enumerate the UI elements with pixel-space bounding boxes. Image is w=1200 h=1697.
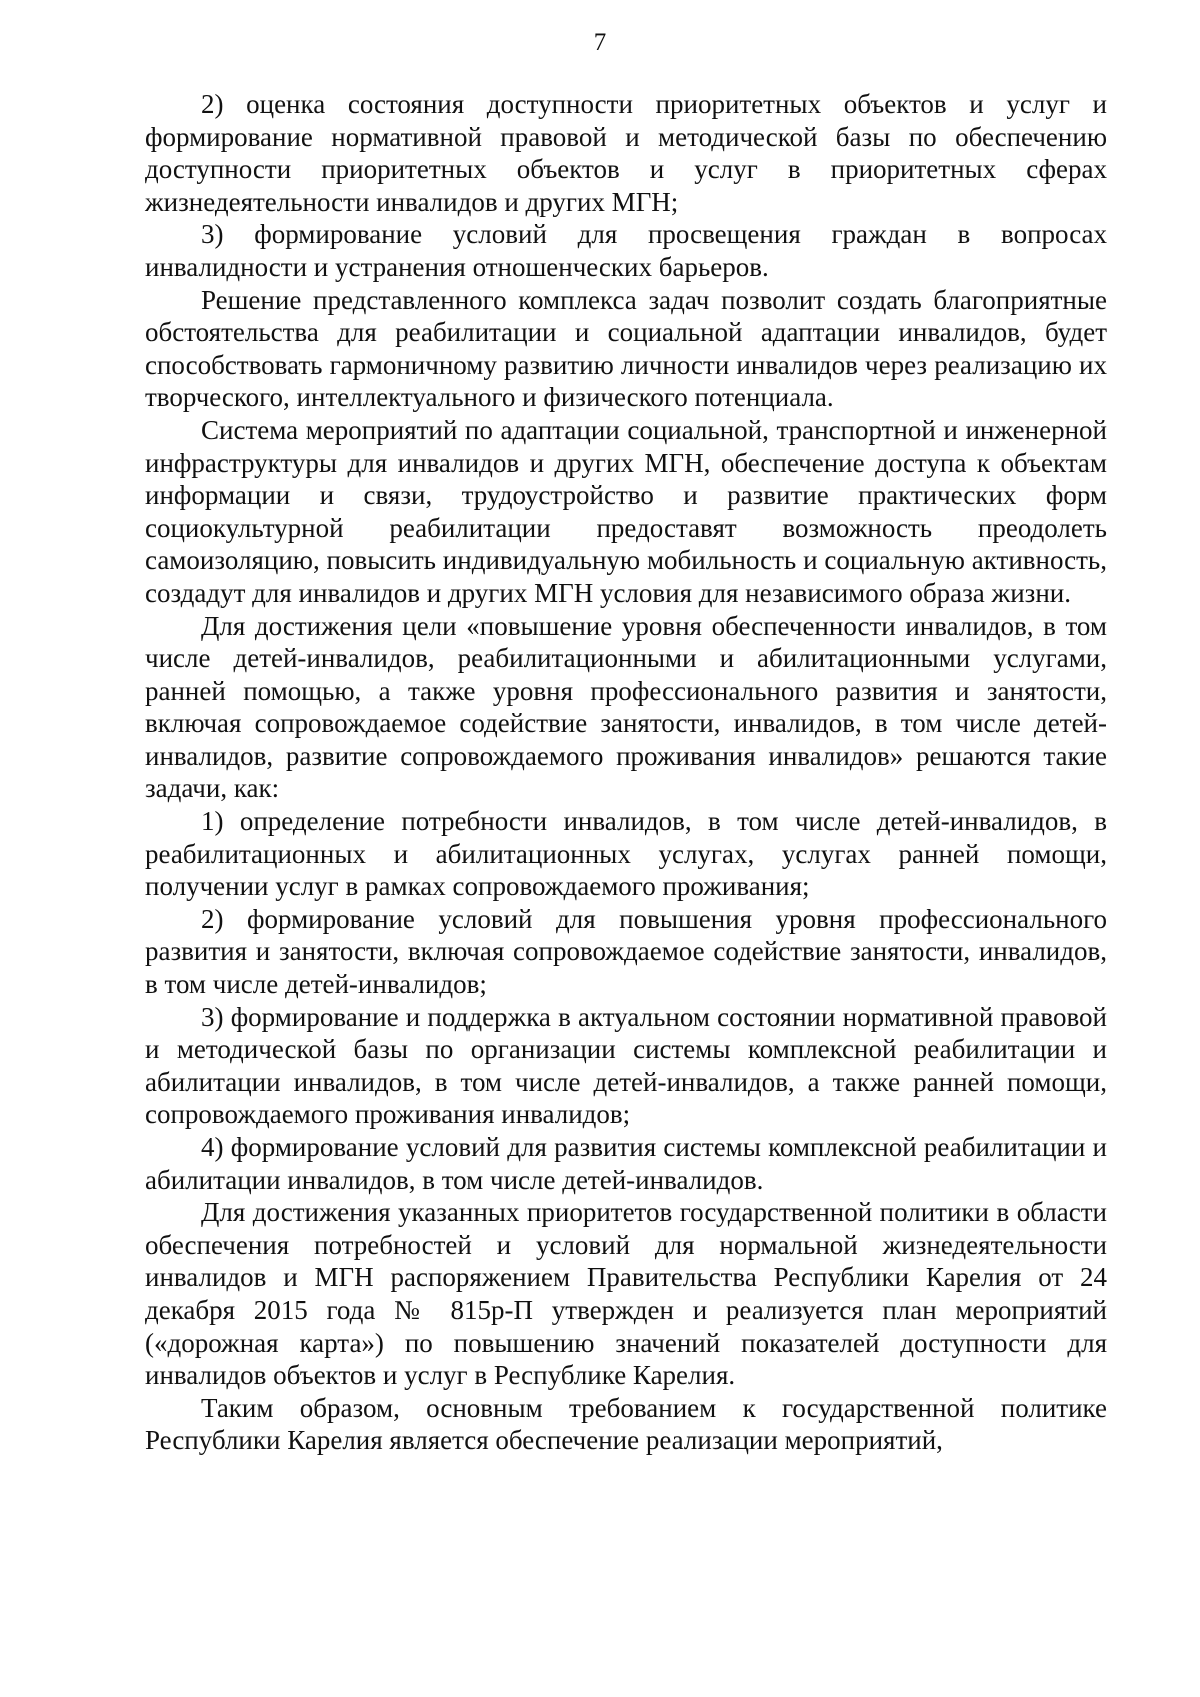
- paragraph-task-2: 2) формирование условий для повышения уровня профессионального развития и занятости, включая сопровождаемое содействие занятости, инвалидов, в том числе детей-инвалидов;: [145, 903, 1107, 1000]
- paragraph-item-2-assessment: 2) оценка состояния доступности приоритетных объектов и услуг и формирование нормативной правовой и методической базы по обеспечению доступности приоритетных объектов и услуг в приоритетных сферах жизнедеятельности инвалидов и других МГН;: [145, 89, 1107, 217]
- page-number: 7: [593, 29, 607, 56]
- paragraph-solution: Решение представленного комплекса задач позволит создать благоприятные обстоятельства для реабилитации и социальной адаптации инвалидов, будет способствовать гармоничному развитию личности инвалидов через реализацию их творческого, интеллектуального и физического потенциала.: [145, 284, 1107, 413]
- paragraph-task-1: 1) определение потребности инвалидов, в том числе детей-инвалидов, в реабилитационных и абилитационных услугах, услугах ранней помощи, получении услуг в рамках сопровождаемого проживания;: [145, 806, 1107, 902]
- paragraph-measures-system: Система мероприятий по адаптации социальной, транспортной и инженерной инфраструктуры для инвалидов и других МГН, обеспечение доступа к объектам информации и связи, трудоустройство и развитие практических форм социокультурной реабилитации предоставят возможность преодолеть самоизоляцию, повысить индивидуальную мобильность и социальную активность, создадут для инвалидов и других МГН условия для независимого образа жизни.: [145, 414, 1107, 608]
- paragraph-priorities-roadmap: Для достижения указанных приоритетов государственной политики в области обеспечения потребностей и условий для нормальной жизнедеятельности инвалидов и МГН распоряжением Правительства Республики Карелия от 24 декабря 2015 года № 815р-П утвержден и реализуется план мероприятий («дорожная карта») по повышению значений показателей доступности для инвалидов объектов и услуг в Республике Карелия.: [145, 1197, 1107, 1391]
- paragraph-task-4: 4) формирование условий для развития системы комплексной реабилитации и абилитации инвалидов, в том числе детей-инвалидов.: [145, 1132, 1107, 1195]
- paragraph-goal-tasks: Для достижения цели «повышение уровня обеспеченности инвалидов, в том числе детей-инвалидов, реабилитационными и абилитационными услугами, ранней помощью, а также уровня профессионального развития и занятости, включая сопровождаемое содействие занятости, инвалидов, в том числе детей-инвалидов, развитие сопровождаемого проживания инвалидов» решаются такие задачи, как:: [145, 610, 1107, 804]
- paragraph-item-3-awareness: 3) формирование условий для просвещения граждан в вопросах инвалидности и устранения отношенческих барьеров.: [145, 219, 1107, 282]
- paragraph-task-3: 3) формирование и поддержка в актуальном состоянии нормативной правовой и методической базы по организации системы комплексной реабилитации и абилитации инвалидов, в том числе детей-инвалидов, а также ранней помощи, сопровождаемого проживания инвалидов;: [145, 1001, 1107, 1130]
- paragraph-conclusion: Таким образом, основным требованием к государственной политике Республики Карелия является обеспечение реализации мероприятий,: [145, 1392, 1107, 1456]
- document-body: [145, 88, 1107, 1457]
